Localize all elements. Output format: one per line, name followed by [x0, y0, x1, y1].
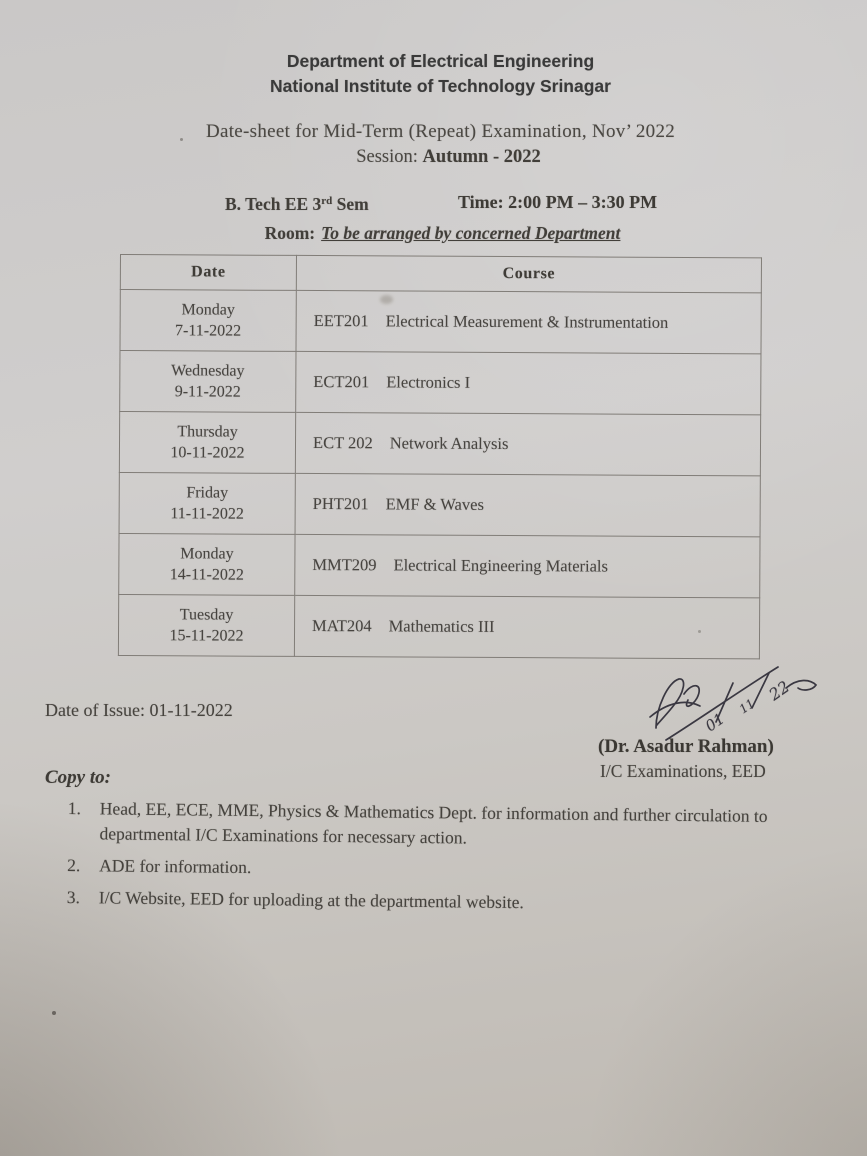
table-row [119, 412, 760, 476]
copy-item-text: I/C Website, EED for uploading at the departmental website. [98, 887, 524, 913]
course-code: MAT204 [312, 616, 372, 636]
exam-day: Wednesday [171, 362, 245, 380]
date-cell [118, 594, 294, 656]
exam-date: 15-11-2022 [169, 627, 244, 645]
course-cell [296, 351, 761, 414]
exam-schedule-table [118, 254, 762, 659]
copy-to-label: Copy to: [45, 767, 111, 788]
session-label: Session: [356, 147, 423, 167]
table-row [120, 290, 761, 354]
copy-item-text: ADE for information. [99, 855, 252, 878]
paper-speck [52, 1011, 56, 1015]
copy-item-number: 3. [66, 886, 81, 908]
exam-date: 14-11-2022 [169, 566, 244, 584]
department-name: Department of Electrical Engineering [286, 51, 595, 71]
course-code: MMT209 [312, 555, 377, 575]
exam-table-head [120, 255, 761, 293]
column-header-date: Date [120, 255, 296, 291]
exam-day: Friday [186, 484, 229, 502]
copy-to-item [67, 853, 827, 887]
copy-to-item [67, 885, 827, 919]
course-code: ECT 202 [312, 433, 373, 453]
session-line [30, 147, 867, 168]
exam-time: Time: 2:00 PM – 3:30 PM [458, 192, 658, 212]
date-cell [119, 533, 295, 595]
copy-item-text: Head, EE, ECE, MME, Physics & Mathematics Dept. for information and further circulation to departmental I/C Examinations for necessary action. [99, 798, 768, 848]
column-header-course: Course [296, 255, 761, 292]
paper-speck [698, 630, 701, 633]
copy-item-number: 1. [67, 797, 82, 819]
header-row [120, 255, 761, 293]
signature-date-month: 11 [736, 696, 758, 717]
course-name: Electronics I [386, 372, 471, 392]
table-row [118, 594, 759, 658]
program-tail: Sem [332, 194, 369, 214]
course-cell [296, 290, 761, 353]
date-cell [120, 351, 296, 413]
datesheet-title: Date-sheet for Mid-Term (Repeat) Examination, Nov’ 2022 [205, 121, 676, 142]
room-line [18, 223, 867, 244]
course-cell [294, 595, 759, 658]
paper-smudge [380, 295, 393, 304]
course-cell [295, 473, 760, 536]
exam-date: 10-11-2022 [170, 444, 245, 462]
exam-day: Thursday [177, 423, 238, 441]
program-semester [225, 194, 369, 215]
program-ordinal-suffix: rd [321, 195, 333, 207]
date-of-issue: Date of Issue: 01-11-2022 [45, 700, 233, 720]
exam-day: Tuesday [179, 606, 234, 624]
room-value: To be arranged by concerned Department [321, 223, 621, 243]
date-cell [120, 290, 296, 352]
institute-name: National Institute of Technology Srinagar [270, 76, 611, 96]
course-cell [295, 534, 760, 597]
course-name: Network Analysis [389, 433, 509, 454]
room-label: Room: [264, 223, 316, 243]
exam-day: Monday [181, 301, 235, 319]
signature-date-year: 22 [765, 677, 793, 705]
copy-to-list [67, 796, 828, 926]
table-row [120, 351, 761, 415]
session-value: Autumn - 2022 [422, 147, 541, 167]
course-name: Electrical Engineering Materials [393, 555, 609, 576]
copy-item-number: 2. [67, 854, 81, 876]
table-row [119, 533, 760, 597]
copy-to-item [67, 796, 828, 855]
course-name: Mathematics III [388, 616, 495, 636]
course-cell [295, 412, 760, 475]
signatory-role: I/C Examinations, EED [600, 761, 766, 781]
exam-date: 9-11-2022 [174, 383, 241, 401]
course-code: ECT201 [313, 372, 370, 392]
date-cell [119, 472, 295, 534]
exam-date: 7-11-2022 [175, 322, 242, 340]
course-name: EMF & Waves [385, 494, 484, 514]
exam-table-body [118, 290, 761, 659]
program-main: B. Tech EE 3 [225, 194, 322, 214]
table-row [119, 472, 760, 536]
signature-date-day: 01 [701, 709, 728, 736]
exam-date: 11-11-2022 [170, 505, 244, 523]
signatory-name: (Dr. Asadur Rahman) [598, 736, 774, 757]
paper-speck [180, 138, 183, 141]
exam-day: Monday [180, 545, 234, 563]
date-cell [119, 412, 295, 474]
course-code: EET201 [313, 311, 369, 331]
course-code: PHT201 [312, 494, 369, 514]
course-name: Electrical Measurement & Instrumentation [385, 311, 669, 332]
